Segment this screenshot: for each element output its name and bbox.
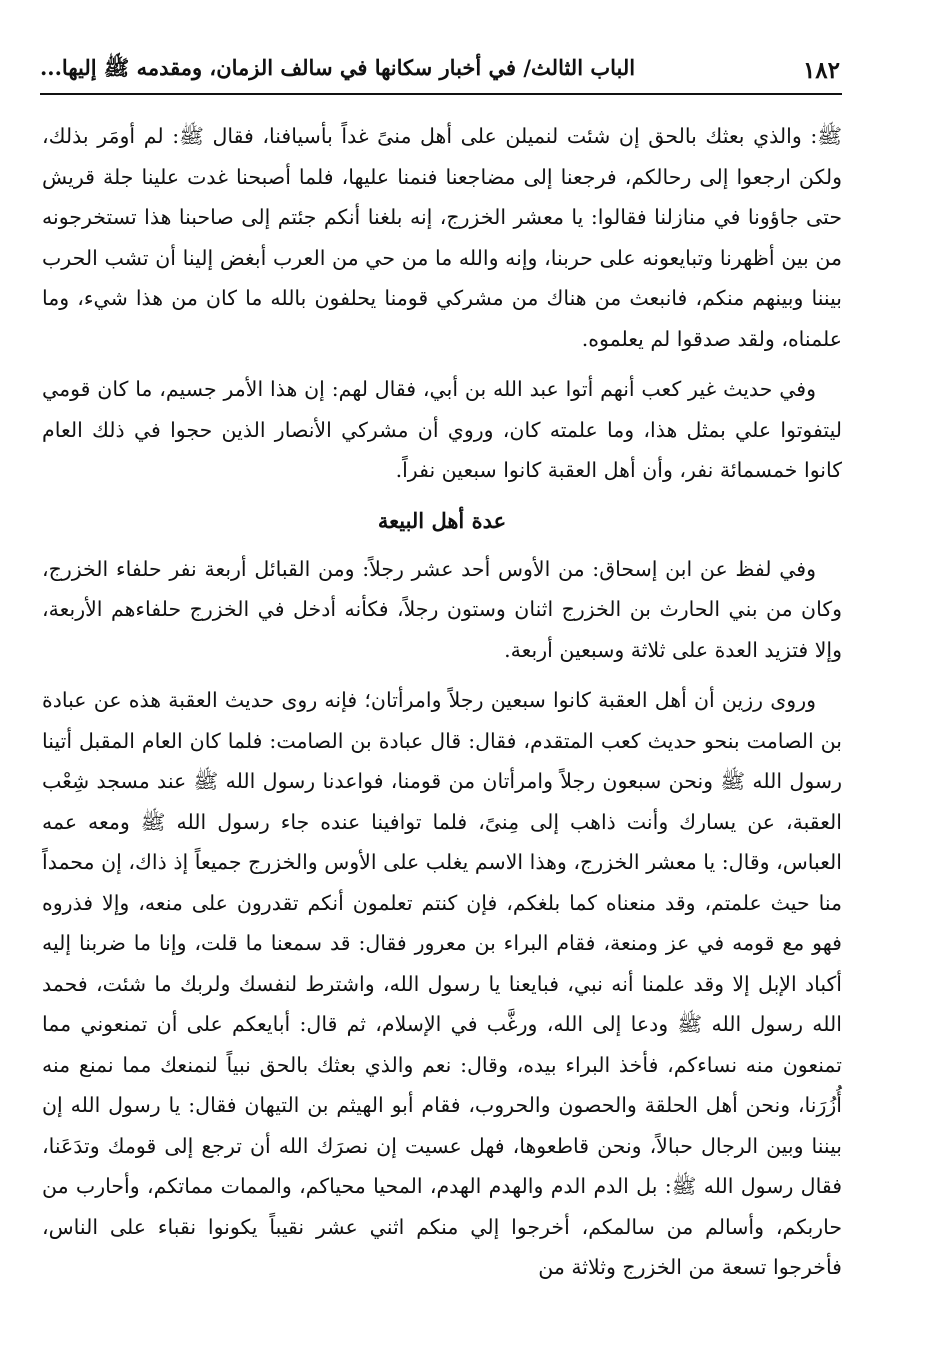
paragraph-2: وفي حديث غير كعب أنهم أتوا عبد الله بن أبي، فقال لهم: إن هذا الأمر جسيم، ما كان قومي ليتفوتوا علي بمثل هذا، وما علمته كان، وروي أن مشركي الأنصار الذين حجوا في ذلك العام كانوا خمسمائة نفر، وأن أهل العقبة كانوا سبعين نفراً.: [42, 377, 842, 482]
page-body: [42, 116, 842, 1288]
paragraph-4: وروى رزين أن أهل العقبة كانوا سبعين رجلاً وامرأتان؛ فإنه روى حديث العقبة هذه عن عبادة بن الصامت بنحو حديث كعب المتقدم، فقال: قال عبادة بن الصامت: فلما كان العام المقبل أتينا رسول الله ﷺ ونحن سبعون رجلاً وامرأتان من قومنا، فواعدنا رسول الله ﷺ عند مسجد شِعْب العقبة، عن يسارك وأنت ذاهب إلى مِنىً، فلما توافينا عنده جاء رسول الله ﷺ ومعه عمه العباس، وقال: يا معشر الخزرج، وهذا الاسم يغلب على الأوس والخزرج جميعاً إذ ذاك، إن محمداً منا حيث علمتم، وقد منعناه كما بلغكم، فإن كنتم تعلمون أنكم تقدرون على منعه، وإلا فذروه فهو مع قومه في عز ومنعة، فقام البراء بن معرور فقال: قد سمعنا ما قلت، وإنا ما ضربنا إليه أكباد الإبل إلا وقد علمنا أنه نبي، فبايعنا يا رسول الله، واشترط لنفسك ولربك ما شئت، فحمد الله رسول الله ﷺ ودعا إلى الله، ورغَّب في الإسلام، ثم قال: أبايعكم على أن تمنعوني مما تمنعون منه نساءكم، فأخذ البراء بيده، وقال: نعم والذي بعثك بالحق نبياً لنمنعك مما نمنع منه أُزُرَنا، ونحن أهل الحلقة والحصون والحروب، فقام أبو الهيثم بن التيهان فقال: يا رسول الله إن بيننا وبين الرجال حبالاً، ونحن قاطعوها، فهل عسيت إن نصرَك الله أن ترجع إلى قومك وتدَعَنا، فقال رسول الله ﷺ: بل الدم الدم والهدم الهدم، المحيا محياكم، والممات مماتكم، وأحارب من حاربكم، وأسالم من سالمكم، أخرجوا إلي منكم اثني عشر نقيباً يكونوا نقباء على الناس، فأخرجوا تسعة من الخزرج وثلاثة من: [42, 688, 842, 1279]
page-number: ١٨٢: [802, 56, 840, 84]
section-heading: عدة أهل البيعة: [377, 507, 507, 533]
paragraph-3: وفي لفظ عن ابن إسحاق: من الأوس أحد عشر رجلاً: ومن القبائل أربعة نفر حلفاء الخزرج، وكان من بني الحارث بن الخزرج اثنان وستون رجلاً، فكأنه أدخل في الخزرج حلفاءهم الأربعة، وإلا فتزيد العدة على ثلاثة وسبعين أربعة.: [42, 556, 842, 662]
header-rule: [40, 93, 842, 95]
running-title: الباب الثالث/ في أخبار سكانها في سالف الزمان، ومقدمه ﷺ إليها...: [40, 54, 636, 80]
page-header: [40, 48, 840, 92]
paragraph-1: ﷺ: والذي بعثك بالحق إن شئت لنميلن على أهل منىً غداً بأسيافنا، فقال ﷺ: لم أومَر بذلك، ولكن ارجعوا إلى رحالكم، فرجعنا إلى مضاجعنا فنمنا عليها، فلما أصبحنا غدت علينا جلة قريش حتى جاؤونا في منازلنا فقالوا: يا معشر الخزرج، إنه بلغنا أنكم جئتم إلى صاحبنا هذا تستخرجونه من بين أظهرنا وتبايعونه على حربنا، وإنه والله ما من حي من العرب أبغض إلينا أن تشب الحرب بيننا وبينهم منكم، فانبعث من هناك من مشركي قومنا يحلفون بالله ما كان من هذا شيء، وما علمناه، ولقد صدقوا لم يعلموه.: [42, 124, 842, 351]
